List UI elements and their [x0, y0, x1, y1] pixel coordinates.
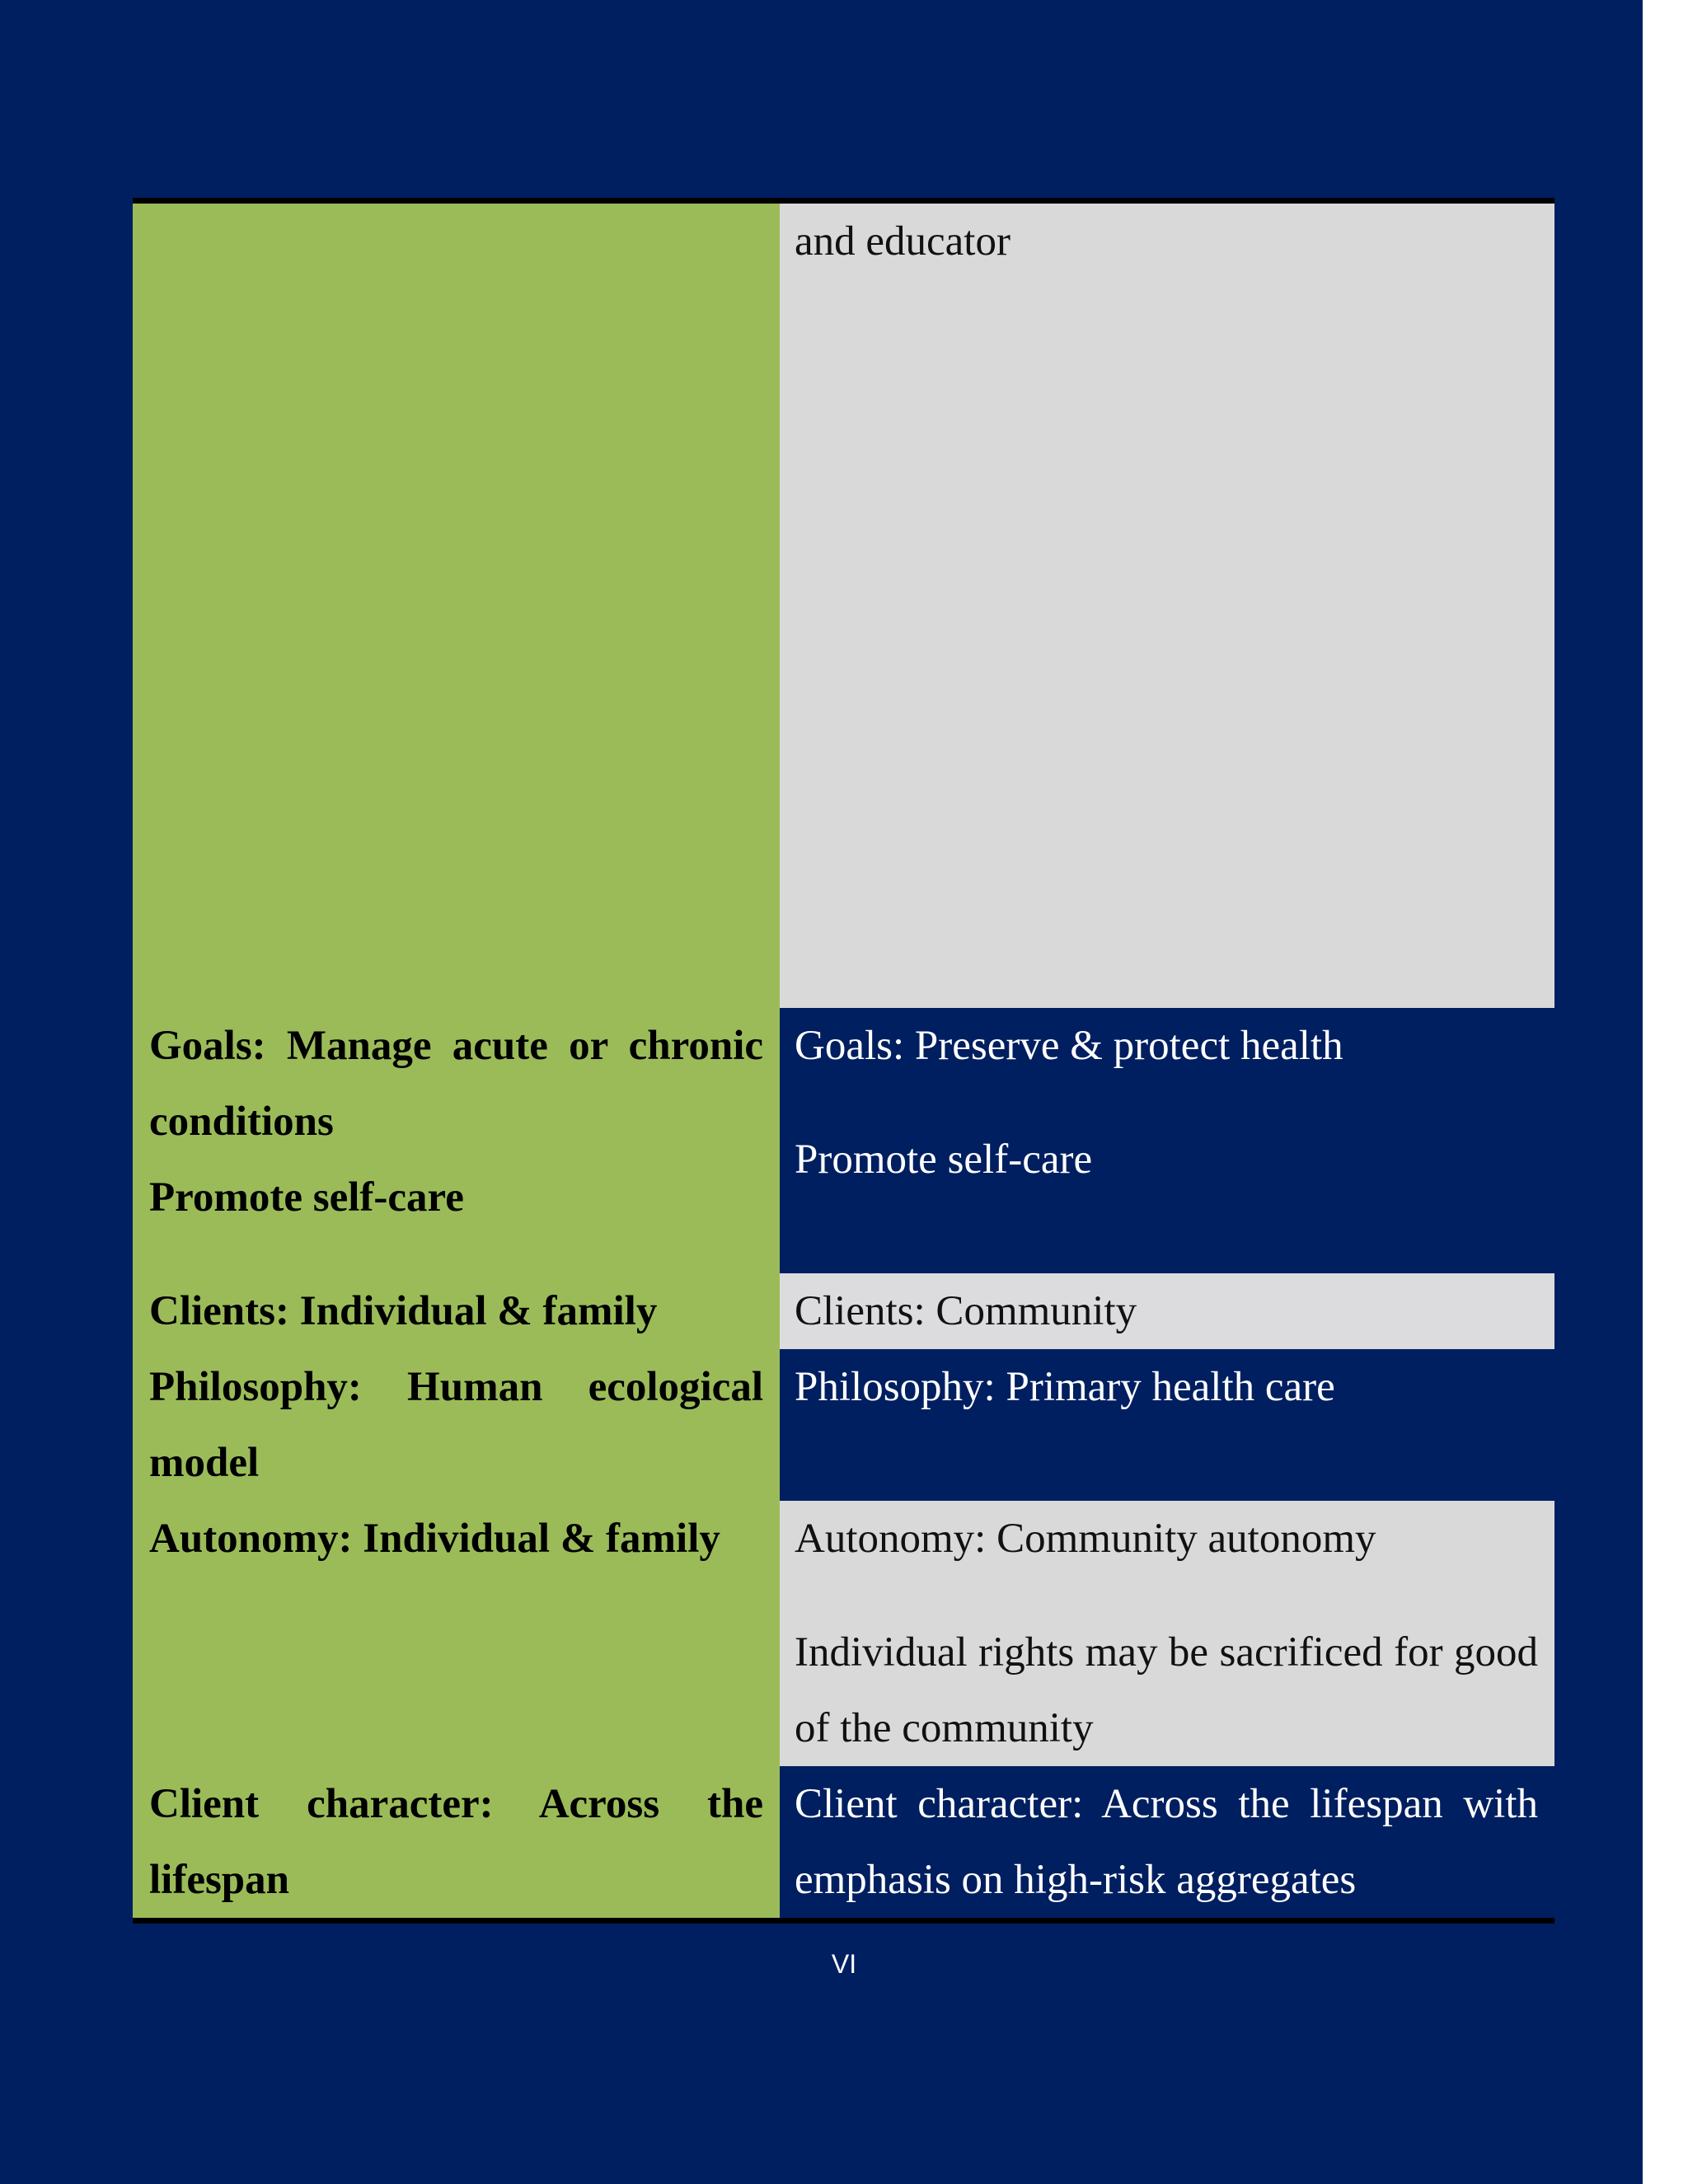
- table-row: [133, 204, 1554, 1008]
- table-row: [133, 1766, 1554, 1918]
- table-row: [133, 1501, 1554, 1766]
- right-cell: [780, 1273, 1554, 1349]
- right-cell-text: Clients: Community: [795, 1288, 1137, 1334]
- left-cell-text: Client character: Across the lifespan: [149, 1781, 763, 1903]
- left-cell: [133, 1766, 780, 1918]
- right-cell: [780, 1501, 1554, 1766]
- right-cell: [780, 1008, 1554, 1273]
- right-cell-text: Goals: Preserve & protect health: [795, 1023, 1343, 1069]
- table-row: [133, 1273, 1554, 1349]
- left-cell: [133, 1008, 780, 1273]
- right-cell-text: Individual rights may be sacrificed for good of the community: [795, 1629, 1538, 1751]
- table-row: [133, 1008, 1554, 1273]
- comparison-table: [133, 198, 1554, 1924]
- table-row: [133, 1349, 1554, 1501]
- right-cell-text: and educator: [795, 218, 1010, 265]
- left-cell: [133, 1273, 780, 1349]
- right-cell-text: Promote self-care: [795, 1137, 1093, 1183]
- left-cell-text: Goals: Manage acute or chronic conditions: [149, 1023, 763, 1145]
- right-cell: [780, 1349, 1554, 1501]
- left-cell: [133, 1349, 780, 1501]
- left-cell-text: Clients: Individual & family: [149, 1288, 658, 1334]
- left-cell: [133, 1501, 780, 1766]
- right-cell-text: Autonomy: Community autonomy: [795, 1516, 1376, 1562]
- right-cell: [780, 1766, 1554, 1918]
- right-cell-text: Client character: Across the lifespan with emphasis on high-risk aggregates: [795, 1781, 1538, 1903]
- page-number: VI: [831, 1949, 857, 1979]
- left-cell-text: Promote self-care: [149, 1174, 464, 1221]
- right-cell-text: Philosophy: Primary health care: [795, 1364, 1335, 1410]
- right-cell: [780, 204, 1554, 1008]
- left-cell-text: Autonomy: Individual & family: [149, 1516, 720, 1562]
- left-cell-text: Philosophy: Human ecological model: [149, 1364, 763, 1486]
- left-cell-empty: [133, 204, 780, 1008]
